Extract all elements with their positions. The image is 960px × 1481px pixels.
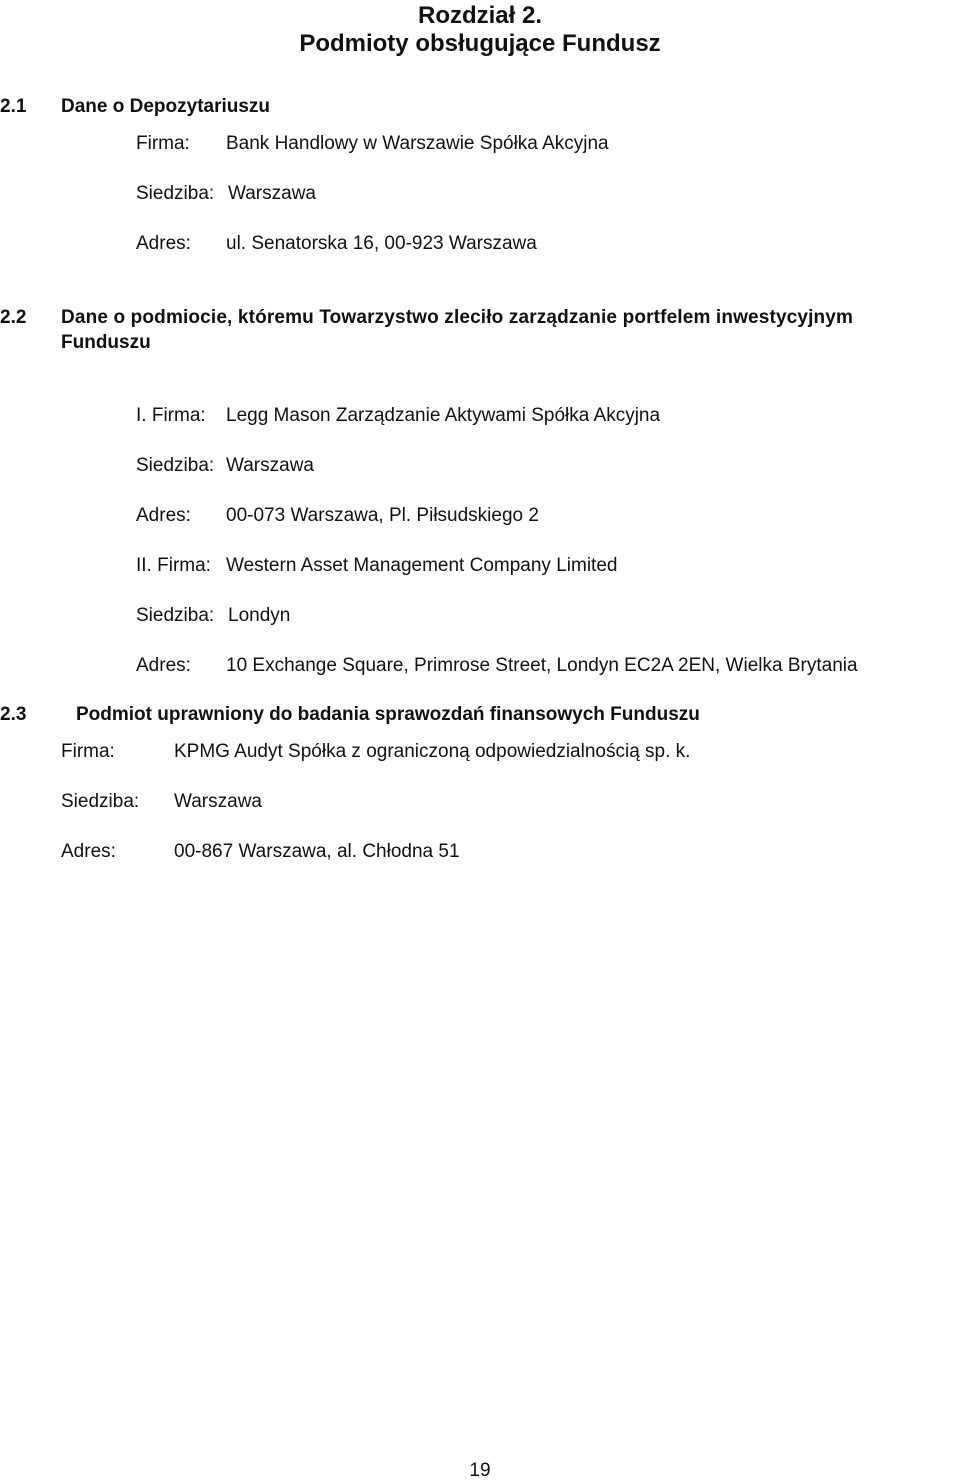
s22-e2-siedziba-label: Siedziba: <box>136 605 215 626</box>
s21-firma-label: Firma: <box>136 133 190 154</box>
section-2-1-title: Dane o Depozytariuszu <box>61 96 271 117</box>
s22-e1-firma-value: Legg Mason Zarządzanie Aktywami Spółka Akcyjna <box>226 405 661 426</box>
s22-e2-firma-label: II. Firma: <box>136 555 211 576</box>
s21-adres-label: Adres: <box>136 233 191 254</box>
section-2-3-number: 2.3 <box>0 704 27 725</box>
s21-firma-value: Bank Handlowy w Warszawie Spółka Akcyjna <box>226 133 609 154</box>
s22-e2-adres-value: 10 Exchange Square, Primrose Street, Londyn EC2A 2EN, Wielka Brytania <box>226 655 858 676</box>
chapter-subtitle: Podmioty obsługujące Fundusz <box>299 30 661 57</box>
s22-e2-siedziba-value: Londyn <box>228 605 291 626</box>
chapter-title: Rozdział 2. <box>417 2 543 29</box>
s23-siedziba-label: Siedziba: <box>61 791 140 812</box>
s22-e1-siedziba-value: Warszawa <box>226 455 314 476</box>
s22-e1-adres-value: 00-073 Warszawa, Pl. Piłsudskiego 2 <box>226 505 539 526</box>
s22-e1-adres-label: Adres: <box>136 505 191 526</box>
s21-siedziba-value: Warszawa <box>228 183 316 204</box>
section-2-1-number: 2.1 <box>0 96 27 117</box>
s23-firma-value: KPMG Audyt Spółka z ograniczoną odpowiedzialnością sp. k. <box>174 741 691 762</box>
s23-adres-label: Adres: <box>61 841 116 862</box>
s23-siedziba-value: Warszawa <box>174 791 262 812</box>
s23-firma-label: Firma: <box>61 741 115 762</box>
s22-e2-firma-value: Western Asset Management Company Limited <box>226 555 618 576</box>
s21-adres-value: ul. Senatorska 16, 00-923 Warszawa <box>226 233 537 254</box>
s22-e2-adres-label: Adres: <box>136 655 191 676</box>
s22-e1-firma-label: I. Firma: <box>136 405 206 426</box>
section-2-2-title: Dane o podmiocie, któremu Towarzystwo zleciło zarządzanie portfelem inwestycyjnym <box>61 307 854 328</box>
s22-e1-siedziba-label: Siedziba: <box>136 455 215 476</box>
page-number: 19 <box>469 1460 491 1481</box>
section-2-2-title-cont: Funduszu <box>61 332 151 353</box>
s21-siedziba-label: Siedziba: <box>136 183 215 204</box>
s23-adres-value: 00-867 Warszawa, al. Chłodna 51 <box>174 841 460 862</box>
section-2-2-number: 2.2 <box>0 307 27 328</box>
section-2-3-title: Podmiot uprawniony do badania sprawozdań finansowych Funduszu <box>76 704 700 725</box>
